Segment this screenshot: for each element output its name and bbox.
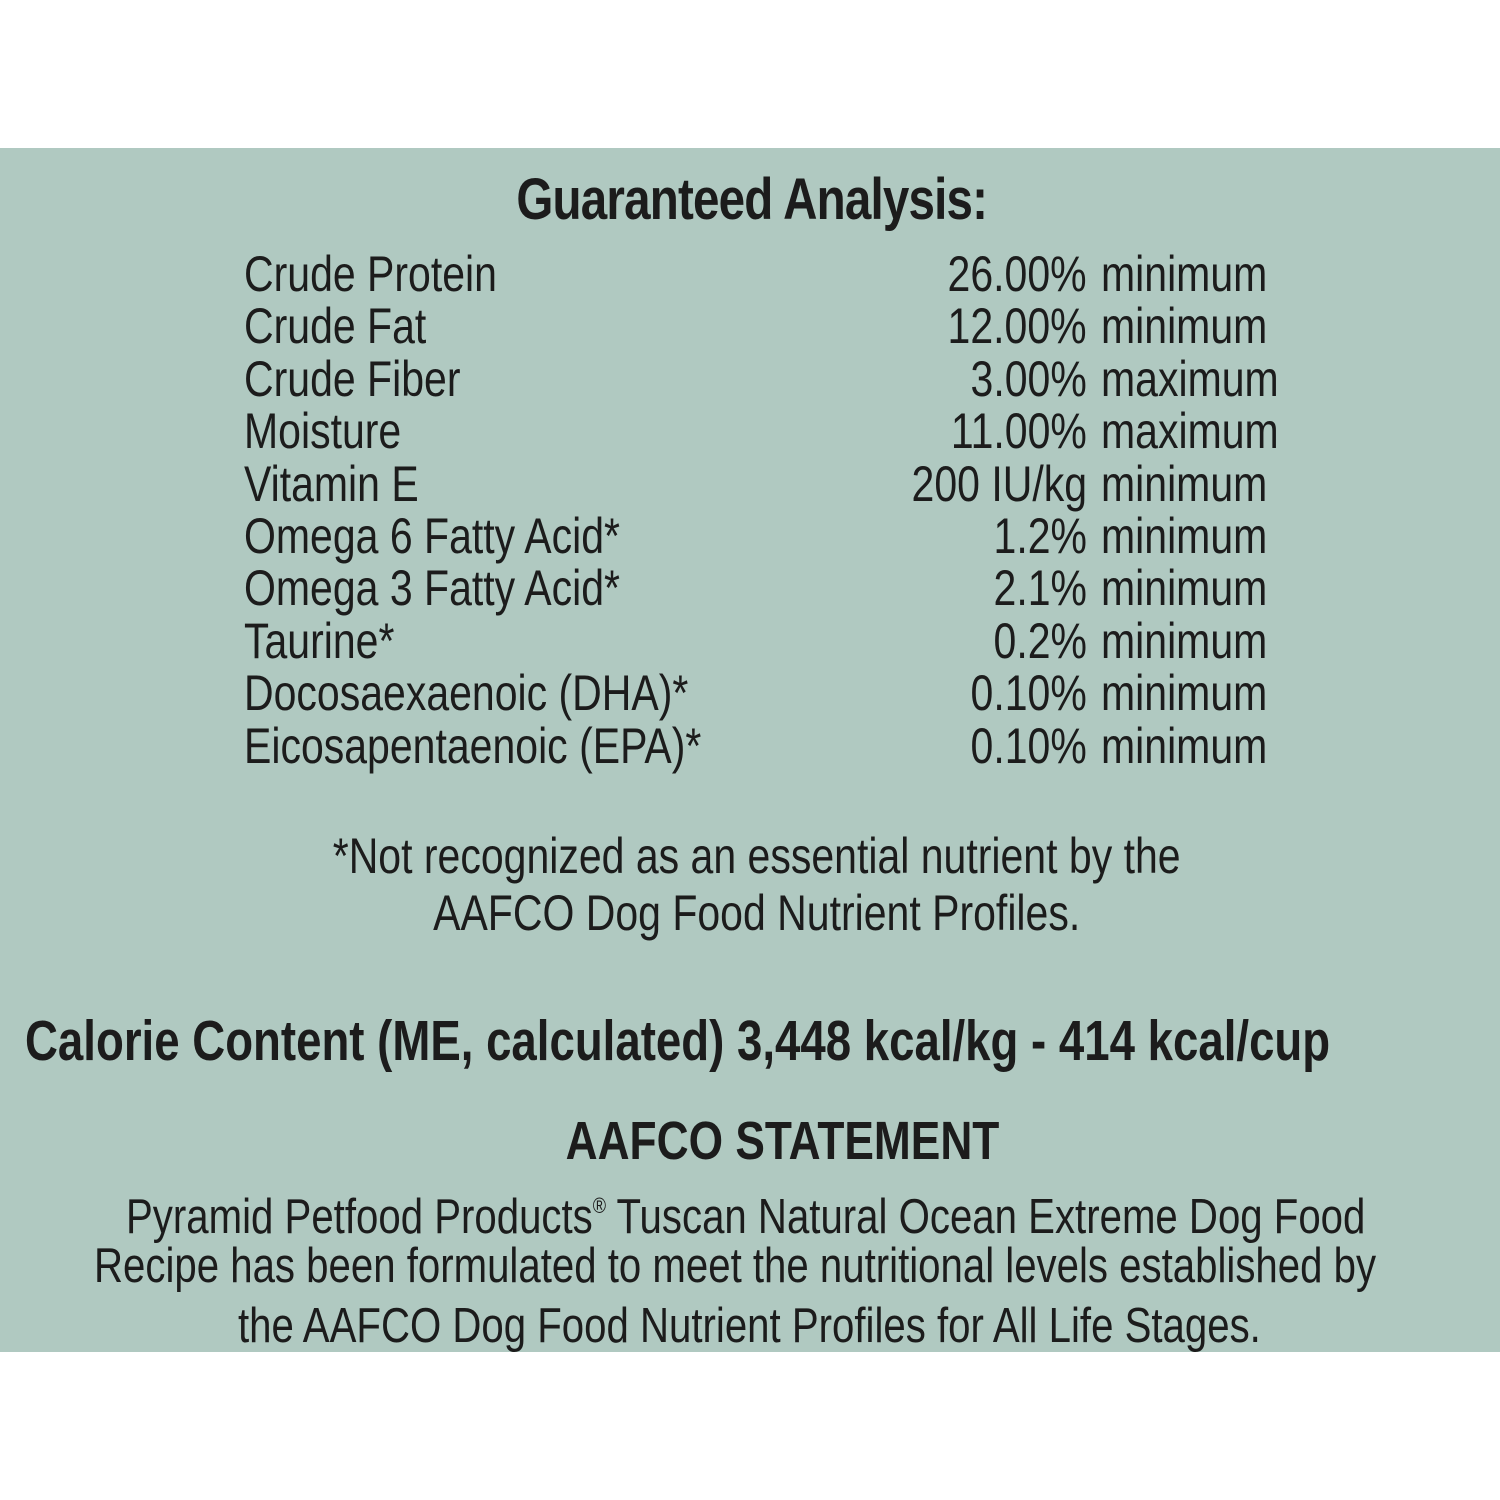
analysis-row — [0, 717, 1500, 774]
statement-line-text: the AAFCO Dog Food Nutrient Profiles for All Life Stages. — [238, 1299, 1261, 1353]
footnote — [0, 828, 1500, 942]
nutrient-name: Crude Fiber — [244, 350, 461, 407]
nutrient-amount: 26.00% — [947, 246, 1087, 302]
analysis-row — [0, 507, 1500, 564]
nutrient-limit: minimum — [1101, 612, 1268, 669]
nutrient-name: Taurine* — [244, 612, 395, 669]
analysis-row — [0, 248, 1500, 300]
analysis-row — [0, 560, 1500, 617]
nutrient-limit: minimum — [1101, 665, 1268, 722]
nutrient-name: Docosaexaenoic (DHA)* — [244, 665, 689, 722]
nutrient-name: Vitamin E — [244, 455, 419, 512]
aafco-statement — [0, 1176, 1500, 1356]
aafco-heading — [0, 1110, 1500, 1172]
analysis-title: Guaranteed Analysis: — [516, 167, 988, 232]
analysis-row — [0, 298, 1500, 355]
footnote-line: AAFCO Dog Food Nutrient Profiles. — [433, 885, 1081, 941]
calorie-content: Calorie Content (ME, calculated) 3,448 kcal/kg - 414 kcal/cup — [25, 1009, 1331, 1073]
nutrient-amount: 11.00% — [950, 403, 1087, 460]
nutrient-limit: minimum — [1101, 560, 1268, 617]
nutrient-name: Crude Fat — [244, 298, 427, 355]
nutrient-amount: 1.2% — [993, 507, 1087, 564]
nutrient-limit: minimum — [1101, 507, 1268, 564]
analysis-table — [0, 248, 1500, 772]
statement-line — [0, 1296, 1500, 1356]
analysis-row — [0, 455, 1500, 512]
nutrient-name: Omega 6 Fatty Acid* — [244, 507, 621, 564]
analysis-row — [0, 612, 1500, 669]
aafco-heading-text: AAFCO STATEMENT — [565, 1111, 999, 1171]
nutrient-name: Moisture — [244, 403, 402, 460]
statement-brand: Pyramid Petfood Products — [126, 1190, 593, 1244]
nutrient-name: Crude Protein — [244, 246, 497, 302]
analysis-row — [0, 350, 1500, 407]
nutrient-limit: maximum — [1101, 403, 1279, 460]
nutrient-amount: 0.10% — [970, 665, 1087, 722]
nutrient-amount: 2.1% — [993, 560, 1087, 617]
statement-product: Tuscan Natural Ocean Extreme Dog Food — [606, 1190, 1366, 1244]
nutrient-limit: maximum — [1101, 350, 1279, 407]
nutrient-amount: 3.00% — [970, 350, 1087, 407]
nutrient-limit: minimum — [1101, 717, 1268, 774]
statement-line — [0, 1176, 1500, 1244]
statement-line — [0, 1236, 1500, 1296]
nutrient-name: Eicosapentaenoic (EPA)* — [244, 717, 702, 774]
nutrient-amount: 0.2% — [993, 612, 1087, 669]
nutrient-amount: 0.10% — [970, 717, 1087, 774]
nutrient-limit: minimum — [1101, 298, 1268, 355]
analysis-row — [0, 665, 1500, 722]
analysis-row — [0, 403, 1500, 460]
statement-line-text: Recipe has been formulated to meet the nutritional levels established by — [94, 1239, 1377, 1293]
nutrient-amount: 12.00% — [947, 298, 1087, 355]
registered-mark: ® — [592, 1193, 607, 1218]
nutrient-name: Omega 3 Fatty Acid* — [244, 560, 621, 617]
nutrient-amount: 200 IU/kg — [911, 455, 1087, 512]
label-panel — [0, 148, 1500, 1352]
nutrient-limit: minimum — [1101, 246, 1268, 302]
footnote-line: *Not recognized as an essential nutrient by the — [332, 828, 1181, 884]
nutrient-limit: minimum — [1101, 455, 1268, 512]
